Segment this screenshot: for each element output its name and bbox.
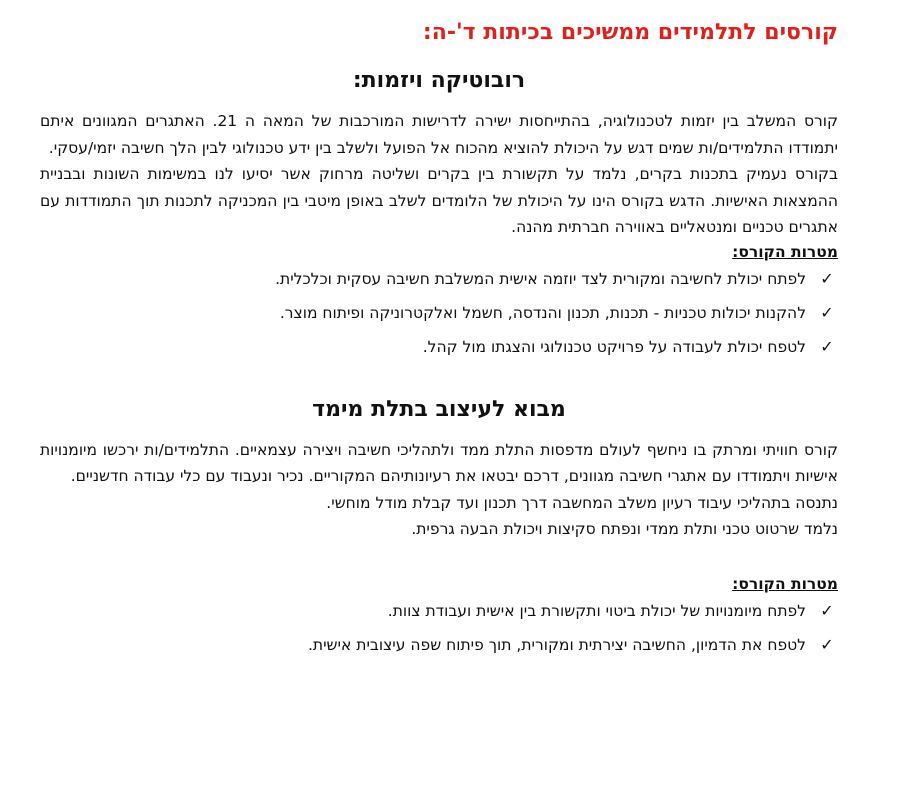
goal-text: לטפח את הדמיון, החשיבה יצירתית ומקורית, תוך פיתוח שפה עיצובית אישית. bbox=[307, 635, 806, 654]
course-description: בקורס נעמיק בתכנות בקרים, נלמד על תקשורת בין בקרים ושליטה מרחוק אשר יסיעו לנו במשימות השונות ובבניית ההמצאות האישיות. הדגש בקורס הינו על היכולת של הלומדים לשלב באופן מיטבי בין המכניקה לתכנות תוך התמודדות עם אתגרים טכניים ומנטאליים באווירה חברתית מהנה. bbox=[40, 165, 838, 236]
goal-text: לטפח יכולת לעבודה על פרויקט טכנולוגי והצגתו מול קהל. bbox=[422, 337, 806, 356]
check-icon: ✓ bbox=[820, 600, 834, 620]
course-description: קורס המשלב בין יזמות לטכנולוגיה, בהתייחסות ישירה לדרישות המורכבות של המאה ה 21. האתגרים המגוונים איתם יתמודדו התלמידים/ות שמים דגש על היכולת להוציא מהכוח אל הפועל ולשלב בין ידע טכנולוגי לבין הלך חשיבה יזמי/עסקי. bbox=[40, 112, 838, 157]
goal-text: לפתח מיומנויות של יכולת ביטוי ותקשורת בין אישית ועבודת צוות. bbox=[387, 601, 806, 620]
list-item bbox=[40, 635, 838, 655]
page-title: קורסים לתלמידים ממשיכים בכיתות ד'-ה: bbox=[422, 20, 838, 45]
check-icon: ✓ bbox=[820, 634, 834, 654]
course-description: נתנסה בתהליכי עיבוד רעיון משלב המחשבה דרך תכנון ועד קבלת מודל מוחשי. bbox=[326, 493, 838, 512]
goals-heading: מטרות הקורס: bbox=[732, 242, 838, 261]
check-icon: ✓ bbox=[820, 336, 834, 356]
list-item bbox=[40, 601, 838, 621]
goals-list bbox=[40, 269, 838, 357]
goals-list bbox=[40, 601, 838, 655]
check-icon: ✓ bbox=[820, 302, 834, 322]
list-item bbox=[40, 269, 838, 289]
list-item bbox=[40, 303, 838, 323]
course-description: קורס חוויתי ומרתק בו ניחשף לעולם מדפסות התלת ממד ולתהליכי חשיבה ויצירה עצמאיים. התלמידים/ות ירכשו מיומנויות אישיות ויתמודדו עם אתגרי חשיבה מגוונים, דרכם יבטאו את רעיונותיהם המקוריים. נכיר ונעבוד עם כלי עבודה חדשניים. bbox=[40, 440, 838, 485]
list-item bbox=[40, 337, 838, 357]
course-description: נלמד שרטוט טכני ותלת ממדי ונפתח סקיצות ויכולת הבעה גרפית. bbox=[411, 520, 838, 538]
course-title-3d-design: מבוא לעיצוב בתלת מימד bbox=[312, 396, 566, 422]
goal-text: לפתח יכולת לחשיבה ומקורית לצד יוזמה אישית המשלבת חשיבה עסקית וכלכלית. bbox=[275, 269, 806, 288]
check-icon: ✓ bbox=[820, 268, 834, 288]
goal-text: להקנות יכולות טכניות - תכנות, תכנון והנדסה, חשמל ואלקטרוניקה ופיתוח מוצר. bbox=[279, 303, 806, 322]
goals-heading: מטרות הקורס: bbox=[732, 574, 838, 593]
course-title-robotics: רובוטיקה ויזמות: bbox=[352, 68, 526, 93]
